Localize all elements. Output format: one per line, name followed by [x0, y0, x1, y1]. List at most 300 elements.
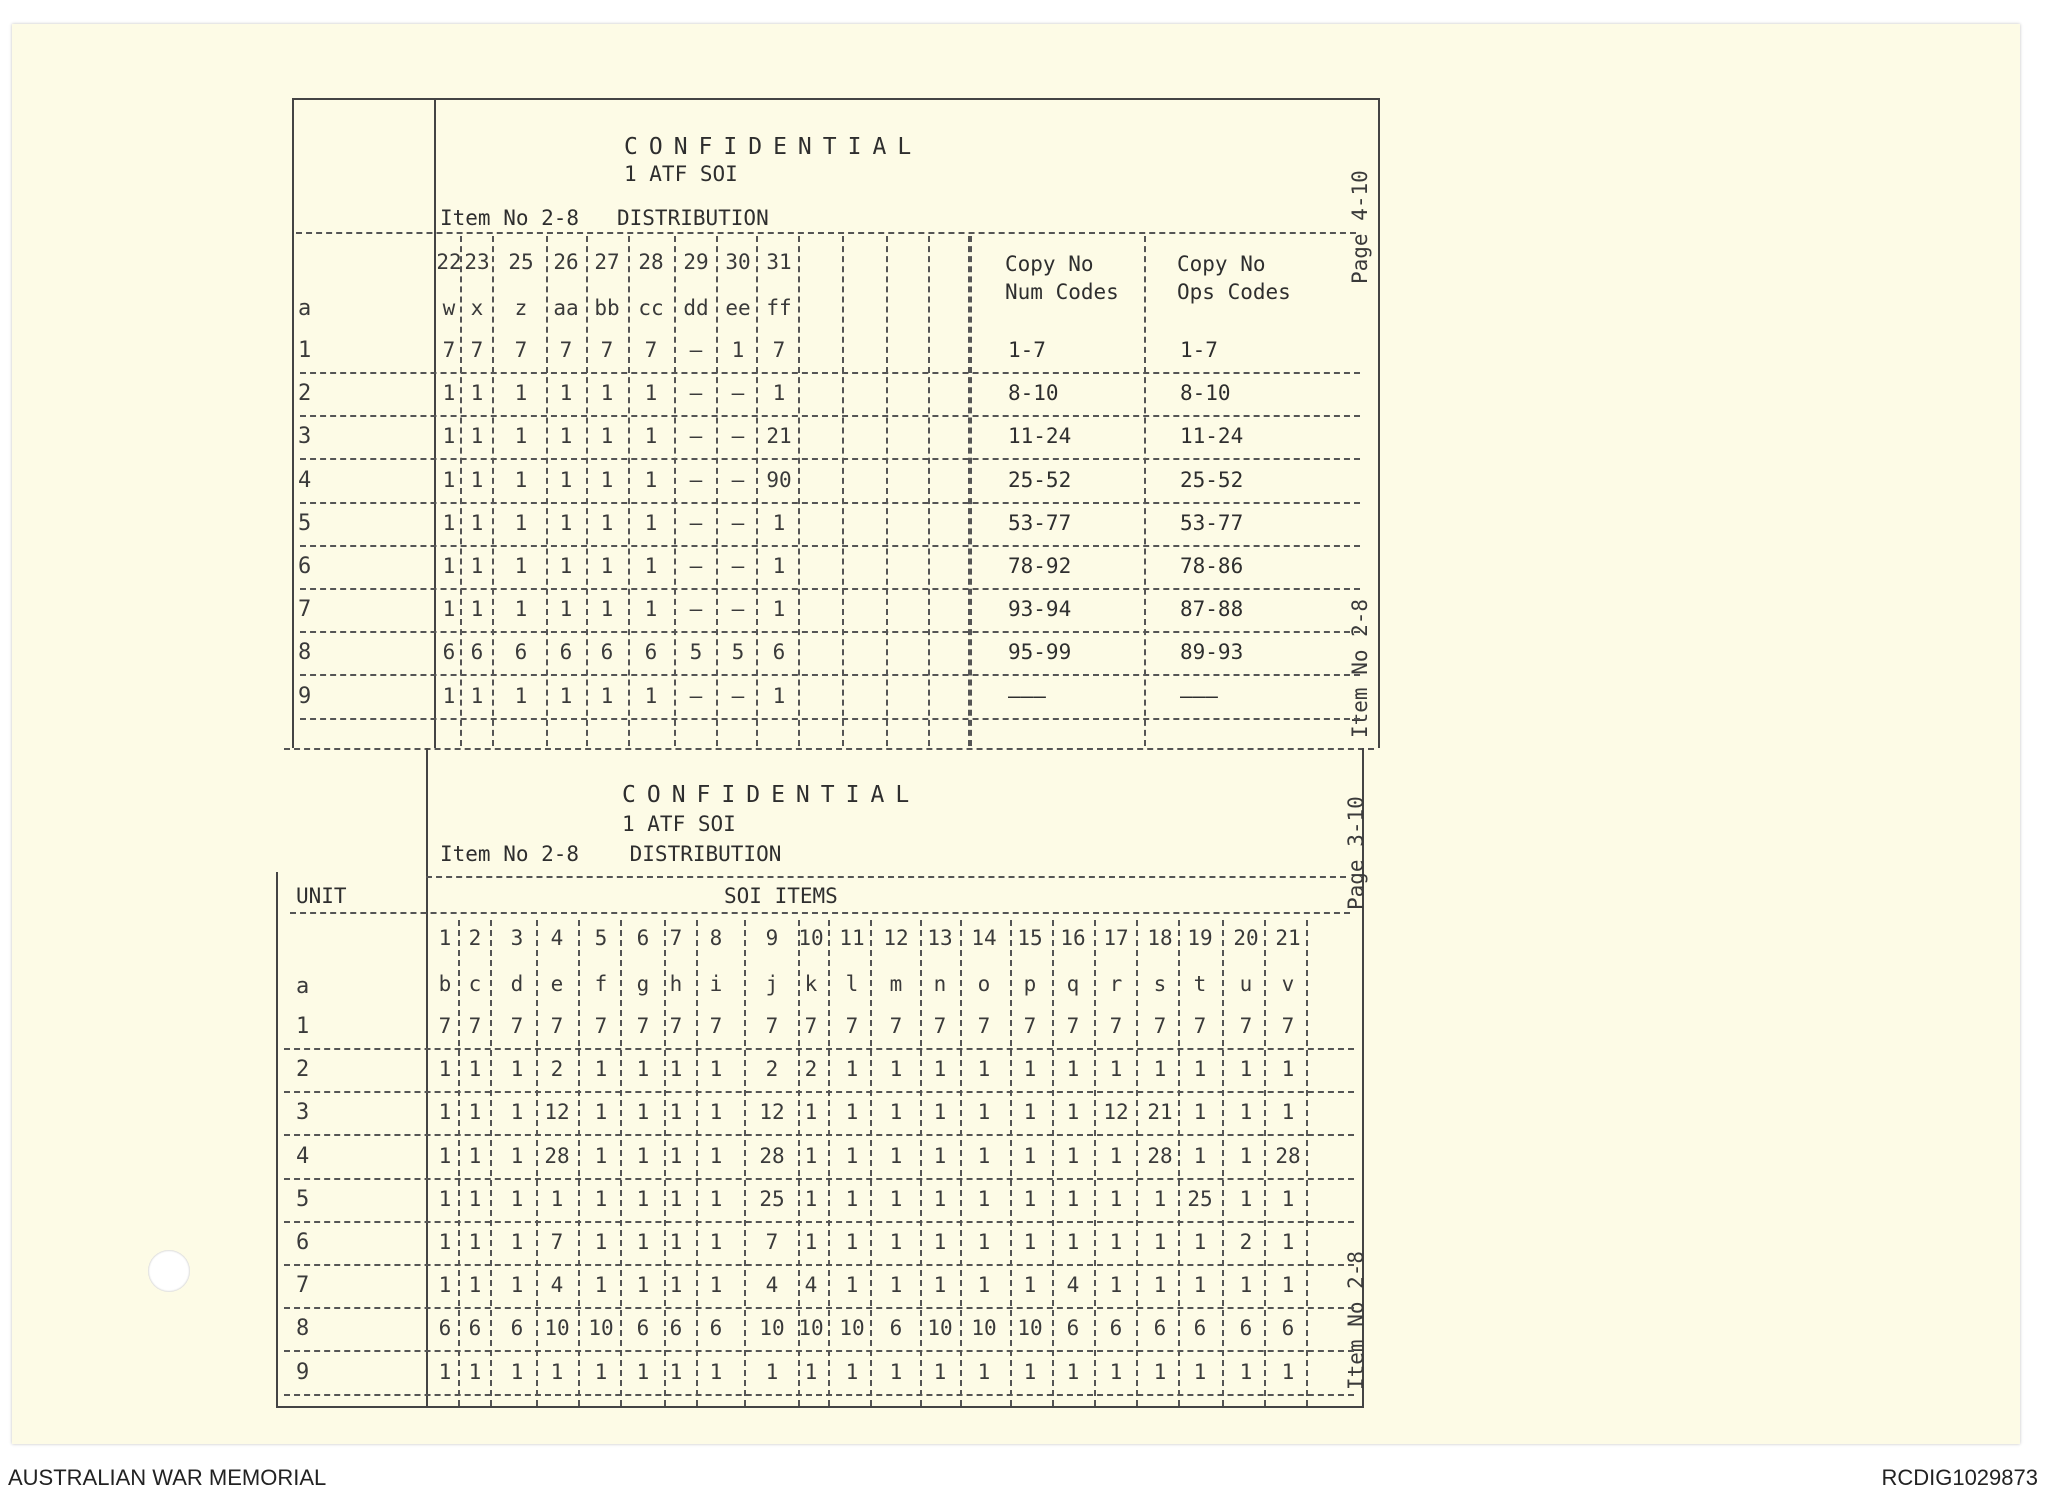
bottom-table-cell: 7 [1153, 1014, 1167, 1038]
bottom-col-number: 10 [798, 926, 824, 950]
bottom-row-unit: 4 [296, 1143, 310, 1169]
bottom-table-cell: 7 [765, 1014, 779, 1038]
bottom-table-cell: 1 [889, 1230, 903, 1254]
top-table-cell: – [731, 683, 745, 708]
top-col-number: 26 [553, 250, 579, 274]
bottom-table-cell: 1 [845, 1359, 859, 1384]
bottom-col-number: 17 [1103, 926, 1129, 950]
top-row-rule [300, 502, 1360, 504]
bottom-table-cell: 6 [709, 1316, 723, 1341]
archive-name: AUSTRALIAN WAR MEMORIAL [8, 1465, 327, 1490]
bottom-table-cell: 6 [468, 1316, 482, 1341]
bottom-table-cell: 7 [1281, 1014, 1295, 1038]
bottom-table-cell: 7 [468, 1014, 482, 1038]
bottom-table-cell: 1 [977, 1359, 991, 1384]
top-table-cell: 1 [442, 381, 456, 406]
bottom-table-cell: 1 [468, 1359, 482, 1384]
bottom-table-cell: 2 [804, 1057, 818, 1082]
bottom-table-cell: 1 [669, 1100, 683, 1125]
bottom-table-cell: 1 [510, 1186, 524, 1211]
bottom-table-cell: 1 [636, 1100, 650, 1125]
bottom-table-cell: 1 [438, 1359, 452, 1384]
bottom-col-letter: k [804, 972, 818, 996]
top-table-cell: 90 [766, 467, 792, 492]
top-table-cell: 1 [442, 467, 456, 492]
bottom-table-cell: 1 [1109, 1273, 1123, 1298]
top-col-separator [842, 236, 844, 746]
bottom-table-cell: 10 [544, 1316, 570, 1341]
bottom-table-cell: 1 [636, 1186, 650, 1211]
copy-num-cell: 95-99 [1008, 640, 1072, 665]
bottom-col-letter: f [594, 972, 608, 996]
bottom-table-cell: 1 [510, 1359, 524, 1384]
bottom-table-cell: 1 [438, 1100, 452, 1125]
bottom-table-cell: 1 [636, 1230, 650, 1254]
bottom-table-cell: 1 [510, 1057, 524, 1082]
bottom-table-cell: 1 [977, 1230, 991, 1254]
bottom-table-cell: 1 [1239, 1057, 1253, 1082]
bottom-table-cell: 1 [636, 1359, 650, 1384]
bottom-table-cell: 1 [1153, 1230, 1167, 1254]
bottom-table-cell: 7 [550, 1230, 564, 1254]
bottom-table-cell: 10 [839, 1316, 865, 1341]
bottom-table-cell: 1 [1023, 1230, 1037, 1254]
bottom-table-cell: 1 [709, 1230, 723, 1254]
bottom-row-unit: 6 [296, 1230, 310, 1255]
top-col-separator [628, 236, 630, 746]
top-table-cell: 1 [644, 554, 658, 578]
top-table-cell: 7 [514, 338, 528, 362]
bottom-table-cell: 6 [1193, 1316, 1207, 1341]
top-table-cell: 6 [772, 640, 786, 665]
top-table-cell: 1 [470, 381, 484, 406]
top-table-cell: – [731, 467, 745, 492]
top-table-cell: – [689, 554, 703, 578]
bottom-table-cell: 1 [468, 1143, 482, 1168]
bottom-table-cell: 7 [977, 1014, 991, 1038]
bottom-col-letter: t [1193, 972, 1207, 996]
bottom-table-cell: 28 [544, 1143, 570, 1168]
bottom-border [276, 1406, 1364, 1408]
top-table-cell: 1 [514, 467, 528, 492]
bottom-table-cell: 1 [709, 1057, 723, 1082]
bottom-table-cell: 10 [588, 1316, 614, 1341]
bottom-row-rule [284, 1307, 1354, 1309]
bottom-table-cell: 1 [933, 1057, 947, 1082]
top-row-rule [300, 588, 1360, 590]
bottom-table-cell: 1 [845, 1186, 859, 1211]
bottom-col-letter: v [1281, 972, 1295, 996]
unit-header: UNIT [296, 884, 347, 908]
bottom-row-unit: 2 [296, 1057, 310, 1083]
bottom-table-cell: 7 [845, 1014, 859, 1038]
bottom-col-number: 7 [669, 926, 683, 950]
bottom-table-cell: 1 [1066, 1057, 1080, 1082]
bottom-table-cell: 1 [1239, 1186, 1253, 1211]
bottom-col-number: 15 [1017, 926, 1043, 950]
copy-ops-cell: 11-24 [1180, 424, 1244, 449]
bottom-table-cell: 1 [1239, 1100, 1253, 1125]
bottom-table-cell: 6 [1109, 1316, 1123, 1341]
top-item-line: Item No 2-8 DISTRIBUTION [440, 206, 769, 230]
bottom-row-unit: 8 [296, 1316, 310, 1342]
bottom-table-cell: 1 [933, 1273, 947, 1298]
top-table-cell: 6 [600, 640, 614, 665]
top-left-border [292, 98, 294, 748]
bottom-table-cell: 1 [845, 1230, 859, 1254]
copy-num-cell: 78-92 [1008, 554, 1072, 578]
bottom-table-cell: 1 [1109, 1186, 1123, 1211]
bottom-row-rule [284, 1394, 1354, 1396]
top-table-cell: – [689, 381, 703, 406]
bottom-table-cell: 1 [594, 1186, 608, 1211]
bottom-col-separator [1136, 920, 1138, 1406]
archive-footer [0, 1453, 2048, 1499]
top-table-cell: 1 [772, 381, 786, 406]
top-table-cell: 1 [470, 554, 484, 578]
bottom-table-cell: 1 [804, 1230, 818, 1254]
bottom-table-cell: 7 [804, 1014, 818, 1038]
bottom-table-cell: 10 [971, 1316, 997, 1341]
bottom-table-cell: 1 [438, 1230, 452, 1254]
bottom-table-cell: 7 [510, 1014, 524, 1038]
bottom-col-separator [744, 920, 746, 1406]
top-col-number: 31 [766, 250, 792, 274]
bottom-header-rule-2 [290, 912, 1350, 914]
bottom-table-cell: 1 [468, 1230, 482, 1254]
bottom-left-border [276, 872, 278, 1408]
copy-num-cell: 25-52 [1008, 467, 1072, 492]
top-row-header: a [298, 296, 312, 321]
bottom-table-cell: 28 [1147, 1143, 1173, 1168]
bottom-table-cell: 6 [1153, 1316, 1167, 1341]
top-col-letter: z [514, 296, 528, 320]
bottom-table-cell: 1 [845, 1057, 859, 1082]
bottom-col-number: 18 [1147, 926, 1173, 950]
bottom-table-cell: 1 [594, 1230, 608, 1254]
bottom-table-cell: 1 [1281, 1100, 1295, 1125]
copy-ops-cell: 89-93 [1180, 640, 1244, 665]
bottom-table-cell: 1 [1193, 1057, 1207, 1082]
top-row-unit: 3 [298, 424, 312, 450]
bottom-table-cell: 1 [594, 1273, 608, 1298]
top-row-rule [300, 718, 1360, 720]
top-table-cell: 1 [559, 381, 573, 406]
top-row-rule [300, 372, 1360, 374]
top-table-cell: 7 [772, 338, 786, 362]
top-col-letter: ee [725, 296, 751, 320]
top-row-rule [300, 415, 1360, 417]
top-table-cell: 1 [514, 597, 528, 622]
top-table-cell: 1 [731, 338, 745, 362]
copy-ops-cell: ——— [1180, 683, 1218, 708]
top-col-letter: bb [594, 296, 620, 320]
bottom-col-letter: d [510, 972, 524, 996]
bottom-table-cell: 7 [765, 1230, 779, 1254]
bottom-table-cell: 1 [1281, 1057, 1295, 1082]
bottom-table-cell: 1 [889, 1100, 903, 1125]
top-col-number: 23 [464, 250, 490, 274]
bottom-table-cell: 1 [1239, 1273, 1253, 1298]
top-col-letter: dd [683, 296, 709, 320]
top-table-cell: 6 [514, 640, 528, 665]
top-col-number: 30 [725, 250, 751, 274]
bottom-col-letter: n [933, 972, 947, 996]
top-col-number: 25 [508, 250, 534, 274]
top-title: CONFIDENTIAL [624, 134, 923, 160]
top-table-cell: 7 [644, 338, 658, 362]
bottom-table-cell: 1 [804, 1100, 818, 1125]
bottom-col-number: 4 [550, 926, 564, 950]
top-table-cell: – [731, 554, 745, 578]
top-table-cell: 1 [559, 597, 573, 622]
bottom-table-cell: 1 [1193, 1100, 1207, 1125]
copy-num-cell: ——— [1008, 683, 1046, 708]
bottom-table-cell: 1 [550, 1359, 564, 1384]
bottom-table-cell: 10 [759, 1316, 785, 1341]
bottom-table-cell: 1 [1066, 1230, 1080, 1254]
top-table-cell: 1 [559, 510, 573, 535]
top-col-separator [886, 236, 888, 746]
bottom-table-cell: 4 [765, 1273, 779, 1298]
top-table-cell: 1 [514, 510, 528, 535]
copy-num-cell: 8-10 [1008, 381, 1059, 406]
bottom-table-cell: 1 [709, 1186, 723, 1211]
bottom-table-cell: 1 [1023, 1100, 1037, 1125]
top-table-cell: 1 [559, 554, 573, 578]
bottom-table-cell: 1 [669, 1186, 683, 1211]
top-table-cell: 1 [514, 683, 528, 708]
bottom-table-cell: 7 [669, 1014, 683, 1038]
top-table-cell: – [689, 424, 703, 449]
bottom-col-number: 1 [438, 926, 452, 950]
bottom-item-line: Item No 2-8 DISTRIBUTION [440, 842, 782, 866]
bottom-table-cell: 1 [709, 1143, 723, 1168]
bottom-table-cell: 1 [977, 1100, 991, 1125]
top-table-cell: 1 [514, 554, 528, 578]
top-row-unit: 9 [298, 683, 312, 709]
copy-num-cell: 1-7 [1008, 338, 1046, 362]
bottom-table-cell: 1 [804, 1186, 818, 1211]
bottom-table-cell: 7 [889, 1014, 903, 1038]
bottom-col-letter: m [889, 972, 903, 996]
top-col-separator [970, 236, 972, 746]
bottom-table-cell: 1 [804, 1143, 818, 1168]
top-table-cell: 6 [470, 640, 484, 665]
top-header-rule [296, 232, 1356, 234]
bottom-table-cell: 7 [1023, 1014, 1037, 1038]
bottom-row-rule [284, 1091, 1354, 1093]
bottom-table-cell: 1 [977, 1143, 991, 1168]
bottom-col-letter: c [468, 972, 482, 996]
top-row-unit: 6 [298, 554, 312, 579]
bottom-col-number: 9 [765, 926, 779, 950]
top-table-cell: 6 [559, 640, 573, 665]
bottom-table-cell: 1 [1153, 1359, 1167, 1384]
bottom-row-rule [284, 1350, 1354, 1352]
top-table-cell: 1 [442, 597, 456, 622]
bottom-table-cell: 1 [1193, 1359, 1207, 1384]
bottom-table-cell: 1 [1023, 1186, 1037, 1211]
top-col-number: 28 [638, 250, 664, 274]
top-col-separator [1144, 236, 1146, 746]
bottom-table-cell: 1 [669, 1057, 683, 1082]
bottom-table-cell: 1 [594, 1057, 608, 1082]
top-table-cell: 1 [470, 683, 484, 708]
bottom-table-cell: 1 [1281, 1230, 1295, 1254]
bottom-table-cell: 1 [845, 1100, 859, 1125]
top-table-cell: 6 [644, 640, 658, 665]
bottom-table-cell: 1 [1023, 1273, 1037, 1298]
bottom-table-cell: 1 [1193, 1273, 1207, 1298]
bottom-table-cell: 7 [1193, 1014, 1207, 1038]
bottom-table-cell: 1 [669, 1273, 683, 1298]
bottom-table-cell: 6 [889, 1316, 903, 1341]
bottom-table-cell: 10 [927, 1316, 953, 1341]
top-table-cell: 1 [644, 510, 658, 535]
bottom-table-cell: 1 [709, 1359, 723, 1384]
bottom-table-cell: 4 [1066, 1273, 1080, 1298]
bottom-table-cell: 1 [1281, 1186, 1295, 1211]
bottom-table-cell: 6 [510, 1316, 524, 1341]
bottom-table-cell: 6 [636, 1316, 650, 1341]
top-page-label: Page 4-10 [1348, 170, 1372, 284]
top-table-cell: – [731, 510, 745, 535]
bottom-table-cell: 1 [468, 1186, 482, 1211]
bottom-col-letter: s [1153, 972, 1167, 996]
bottom-table-cell: 1 [1066, 1186, 1080, 1211]
bottom-row-rule [284, 1221, 1354, 1223]
top-table-cell: 1 [600, 381, 614, 406]
top-table-cell: 7 [559, 338, 573, 362]
bottom-table-cell: 6 [1239, 1316, 1253, 1341]
bottom-table-cell: 1 [1193, 1143, 1207, 1168]
bottom-col-letter: j [765, 972, 779, 996]
bottom-table-cell: 7 [550, 1014, 564, 1038]
top-col-letter: x [470, 296, 484, 320]
top-table-cell: – [731, 381, 745, 406]
top-table-cell: 1 [442, 683, 456, 708]
copy-ops-cell: 1-7 [1180, 338, 1218, 362]
bottom-col-number: 12 [883, 926, 909, 950]
top-col-letter: ff [766, 296, 792, 320]
top-table-cell: 1 [559, 467, 573, 492]
bottom-table-cell: 1 [933, 1100, 947, 1125]
top-table-cell: 1 [442, 554, 456, 578]
top-row-unit: 8 [298, 640, 312, 666]
top-table-cell: 7 [470, 338, 484, 362]
top-table-cell: 1 [470, 467, 484, 492]
bottom-table-cell: 7 [636, 1014, 650, 1038]
bottom-table-cell: 1 [669, 1143, 683, 1168]
top-table-cell: 1 [644, 683, 658, 708]
bottom-table-cell: 6 [1281, 1316, 1295, 1341]
bottom-table-cell: 12 [759, 1100, 785, 1125]
bottom-table-cell: 1 [889, 1057, 903, 1082]
top-table-cell: – [689, 597, 703, 622]
top-table-cell: – [689, 338, 703, 362]
bottom-table-cell: 1 [1239, 1143, 1253, 1168]
bottom-col-number: 14 [971, 926, 997, 950]
bottom-table-cell: 1 [550, 1186, 564, 1211]
bottom-table-cell: 1 [709, 1273, 723, 1298]
bottom-row-unit: 3 [296, 1100, 310, 1126]
top-table-cell: 1 [600, 424, 614, 449]
bottom-table-cell: 2 [765, 1057, 779, 1082]
bottom-table-cell: 1 [468, 1273, 482, 1298]
bottom-col-separator [960, 920, 962, 1406]
bottom-table-cell: 7 [933, 1014, 947, 1038]
bottom-table-cell: 21 [1147, 1100, 1173, 1125]
bottom-table-cell: 1 [1153, 1186, 1167, 1211]
bottom-table-cell: 6 [1066, 1316, 1080, 1341]
top-table-cell: 6 [442, 640, 456, 665]
bottom-col-number: 19 [1187, 926, 1213, 950]
top-table-cell: 7 [442, 338, 456, 362]
bottom-table-cell: 1 [510, 1230, 524, 1254]
top-col-separator [928, 236, 930, 746]
bottom-col-number: 21 [1275, 926, 1301, 950]
bottom-col-number: 20 [1233, 926, 1259, 950]
copy-ops-header: Copy No Ops Codes [1177, 252, 1291, 304]
top-row-rule [300, 674, 1360, 676]
copy-ops-cell: 53-77 [1180, 510, 1244, 535]
top-table-cell: 1 [600, 683, 614, 708]
bottom-table-cell: 1 [889, 1186, 903, 1211]
top-row-rule [300, 458, 1360, 460]
bottom-col-letter: o [977, 972, 991, 996]
bottom-table-cell: 1 [1066, 1359, 1080, 1384]
bottom-row-unit: 1 [296, 1014, 310, 1039]
copy-ops-cell: 8-10 [1180, 381, 1231, 406]
bottom-table-cell: 1 [468, 1100, 482, 1125]
top-row-unit: 5 [298, 510, 312, 536]
bottom-table-cell: 10 [798, 1316, 824, 1341]
top-table-cell: – [689, 467, 703, 492]
bottom-table-cell: 2 [550, 1057, 564, 1082]
bottom-table-cell: 1 [933, 1359, 947, 1384]
bottom-table-cell: 4 [804, 1273, 818, 1298]
bottom-col-letter: g [636, 972, 650, 996]
top-table-cell: – [689, 683, 703, 708]
bottom-col-number: 6 [636, 926, 650, 950]
bottom-table-cell: 1 [933, 1143, 947, 1168]
top-table-cell: 1 [600, 597, 614, 622]
bottom-col-letter: r [1109, 972, 1123, 996]
bottom-table-cell: 12 [1103, 1100, 1129, 1125]
bottom-row-header: a [296, 974, 310, 999]
bottom-table-cell: 1 [1023, 1057, 1037, 1082]
top-table-cell: 1 [644, 381, 658, 406]
bottom-row-rule [284, 1048, 1354, 1050]
bottom-table-cell: 1 [889, 1359, 903, 1384]
bottom-table-cell: 1 [1153, 1273, 1167, 1298]
bottom-table-cell: 12 [544, 1100, 570, 1125]
top-row-rule [300, 545, 1360, 547]
copy-num-cell: 53-77 [1008, 510, 1072, 535]
bottom-table-cell: 1 [889, 1273, 903, 1298]
bottom-col-separator [578, 920, 580, 1406]
archive-id: RCDIG1029873 [1881, 1465, 2038, 1490]
top-col-letter: aa [553, 296, 579, 320]
bottom-table-cell: 7 [1239, 1014, 1253, 1038]
bottom-table-cell: 1 [438, 1186, 452, 1211]
top-table-cell: 5 [689, 640, 703, 665]
copy-num-cell: 93-94 [1008, 597, 1072, 622]
bottom-table-cell: 1 [594, 1359, 608, 1384]
top-table-cell: 1 [470, 424, 484, 449]
copy-ops-cell: 87-88 [1180, 597, 1244, 622]
